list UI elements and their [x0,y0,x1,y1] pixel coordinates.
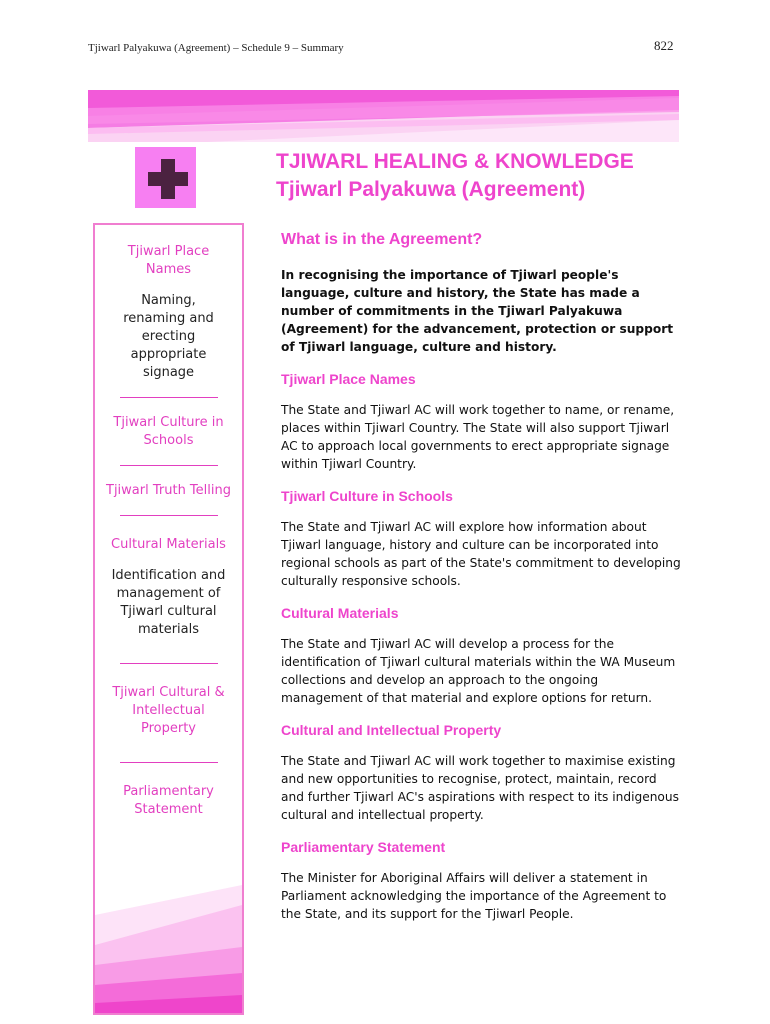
sidebar-divider [120,465,218,466]
running-header: Tjiwarl Palyakuwa (Agreement) – Schedule 9 – Summary [88,42,344,54]
section-body-culture-in-schools: The State and Tjiwarl AC will explore how information about Tjiwarl language, history and culture can be incorporated into regional schools as part of the State's commitment to developing culturally responsive schools. [281,520,681,588]
sidebar-decoration [95,885,242,1013]
section-heading-cultural-materials: Cultural Materials [281,605,399,621]
sidebar-item-cultural-intellectual-property: Tjiwarl Cultural & Intellectual Property [112,685,225,736]
title-line-2: Tjiwarl Palyakuwa (Agreement) [276,178,586,201]
title-line-1: TJIWARL HEALING & KNOWLEDGE [276,150,634,173]
intro-paragraph: In recognising the importance of Tjiwarl people's language, culture and history, the State has made a number of commitments in the Tjiwarl Palyakuwa (Agreement) for the advancement, protection or support of Tjiwarl language, culture and history. [281,268,674,354]
sidebar-item-place-names: Tjiwarl Place Names [127,244,210,277]
sidebar-divider [120,762,218,763]
sidebar-divider [120,515,218,516]
section-heading-cultural-intellectual-property: Cultural and Intellectual Property [281,722,502,738]
section-heading-place-names: Tjiwarl Place Names [281,371,416,387]
page-title [276,148,696,204]
section-body-place-names: The State and Tjiwarl AC will work together to name, or rename, places within Tjiwarl Country. The State will also support Tjiwarl AC to approach local governments to erect appropriate signage within Tjiwarl Country. [281,403,675,471]
sidebar-item-place-names-description: Naming, renaming and erecting appropriate signage [123,293,214,380]
main-heading: What is in the Agreement? [281,231,483,248]
section-body-cultural-intellectual-property: The State and Tjiwarl AC will work together to maximise existing and new opportunities to recognise, protect, maintain, record and further Tjiwarl AC's aspirations with respect to its indigenous cultural and intellectual property. [281,754,679,822]
sidebar-item-truth-telling: Tjiwarl Truth Telling [106,483,231,498]
health-cross-icon [135,147,196,208]
sidebar-divider [120,663,218,664]
sidebar-item-culture-in-schools: Tjiwarl Culture in Schools [113,415,224,448]
section-body-cultural-materials: The State and Tjiwarl AC will develop a process for the identification of Tjiwarl cultural materials within the WA Museum collections and develop an approach to the ongoing management of that material and explore options for return. [281,637,676,705]
sidebar-item-parliamentary-statement: Parliamentary Statement [123,784,214,817]
page-number: 822 [654,38,674,53]
section-body-parliamentary-statement: The Minister for Aboriginal Affairs will deliver a statement in Parliament acknowledging the importance of the Agreement to the State, and its support for the Tjiwarl People. [281,871,667,921]
section-heading-culture-in-schools: Tjiwarl Culture in Schools [281,488,453,504]
sidebar-divider [120,397,218,398]
sidebar-panel [93,223,244,1015]
section-heading-parliamentary-statement: Parliamentary Statement [281,839,446,855]
main-content [281,228,681,935]
sidebar-decoration-graphic [95,885,242,1013]
sidebar-item-cultural-materials-description: Identification and management of Tjiwarl cultural materials [111,568,226,637]
sidebar-item-cultural-materials: Cultural Materials [111,537,226,552]
decorative-banner [88,90,679,142]
banner-graphic [88,90,679,142]
